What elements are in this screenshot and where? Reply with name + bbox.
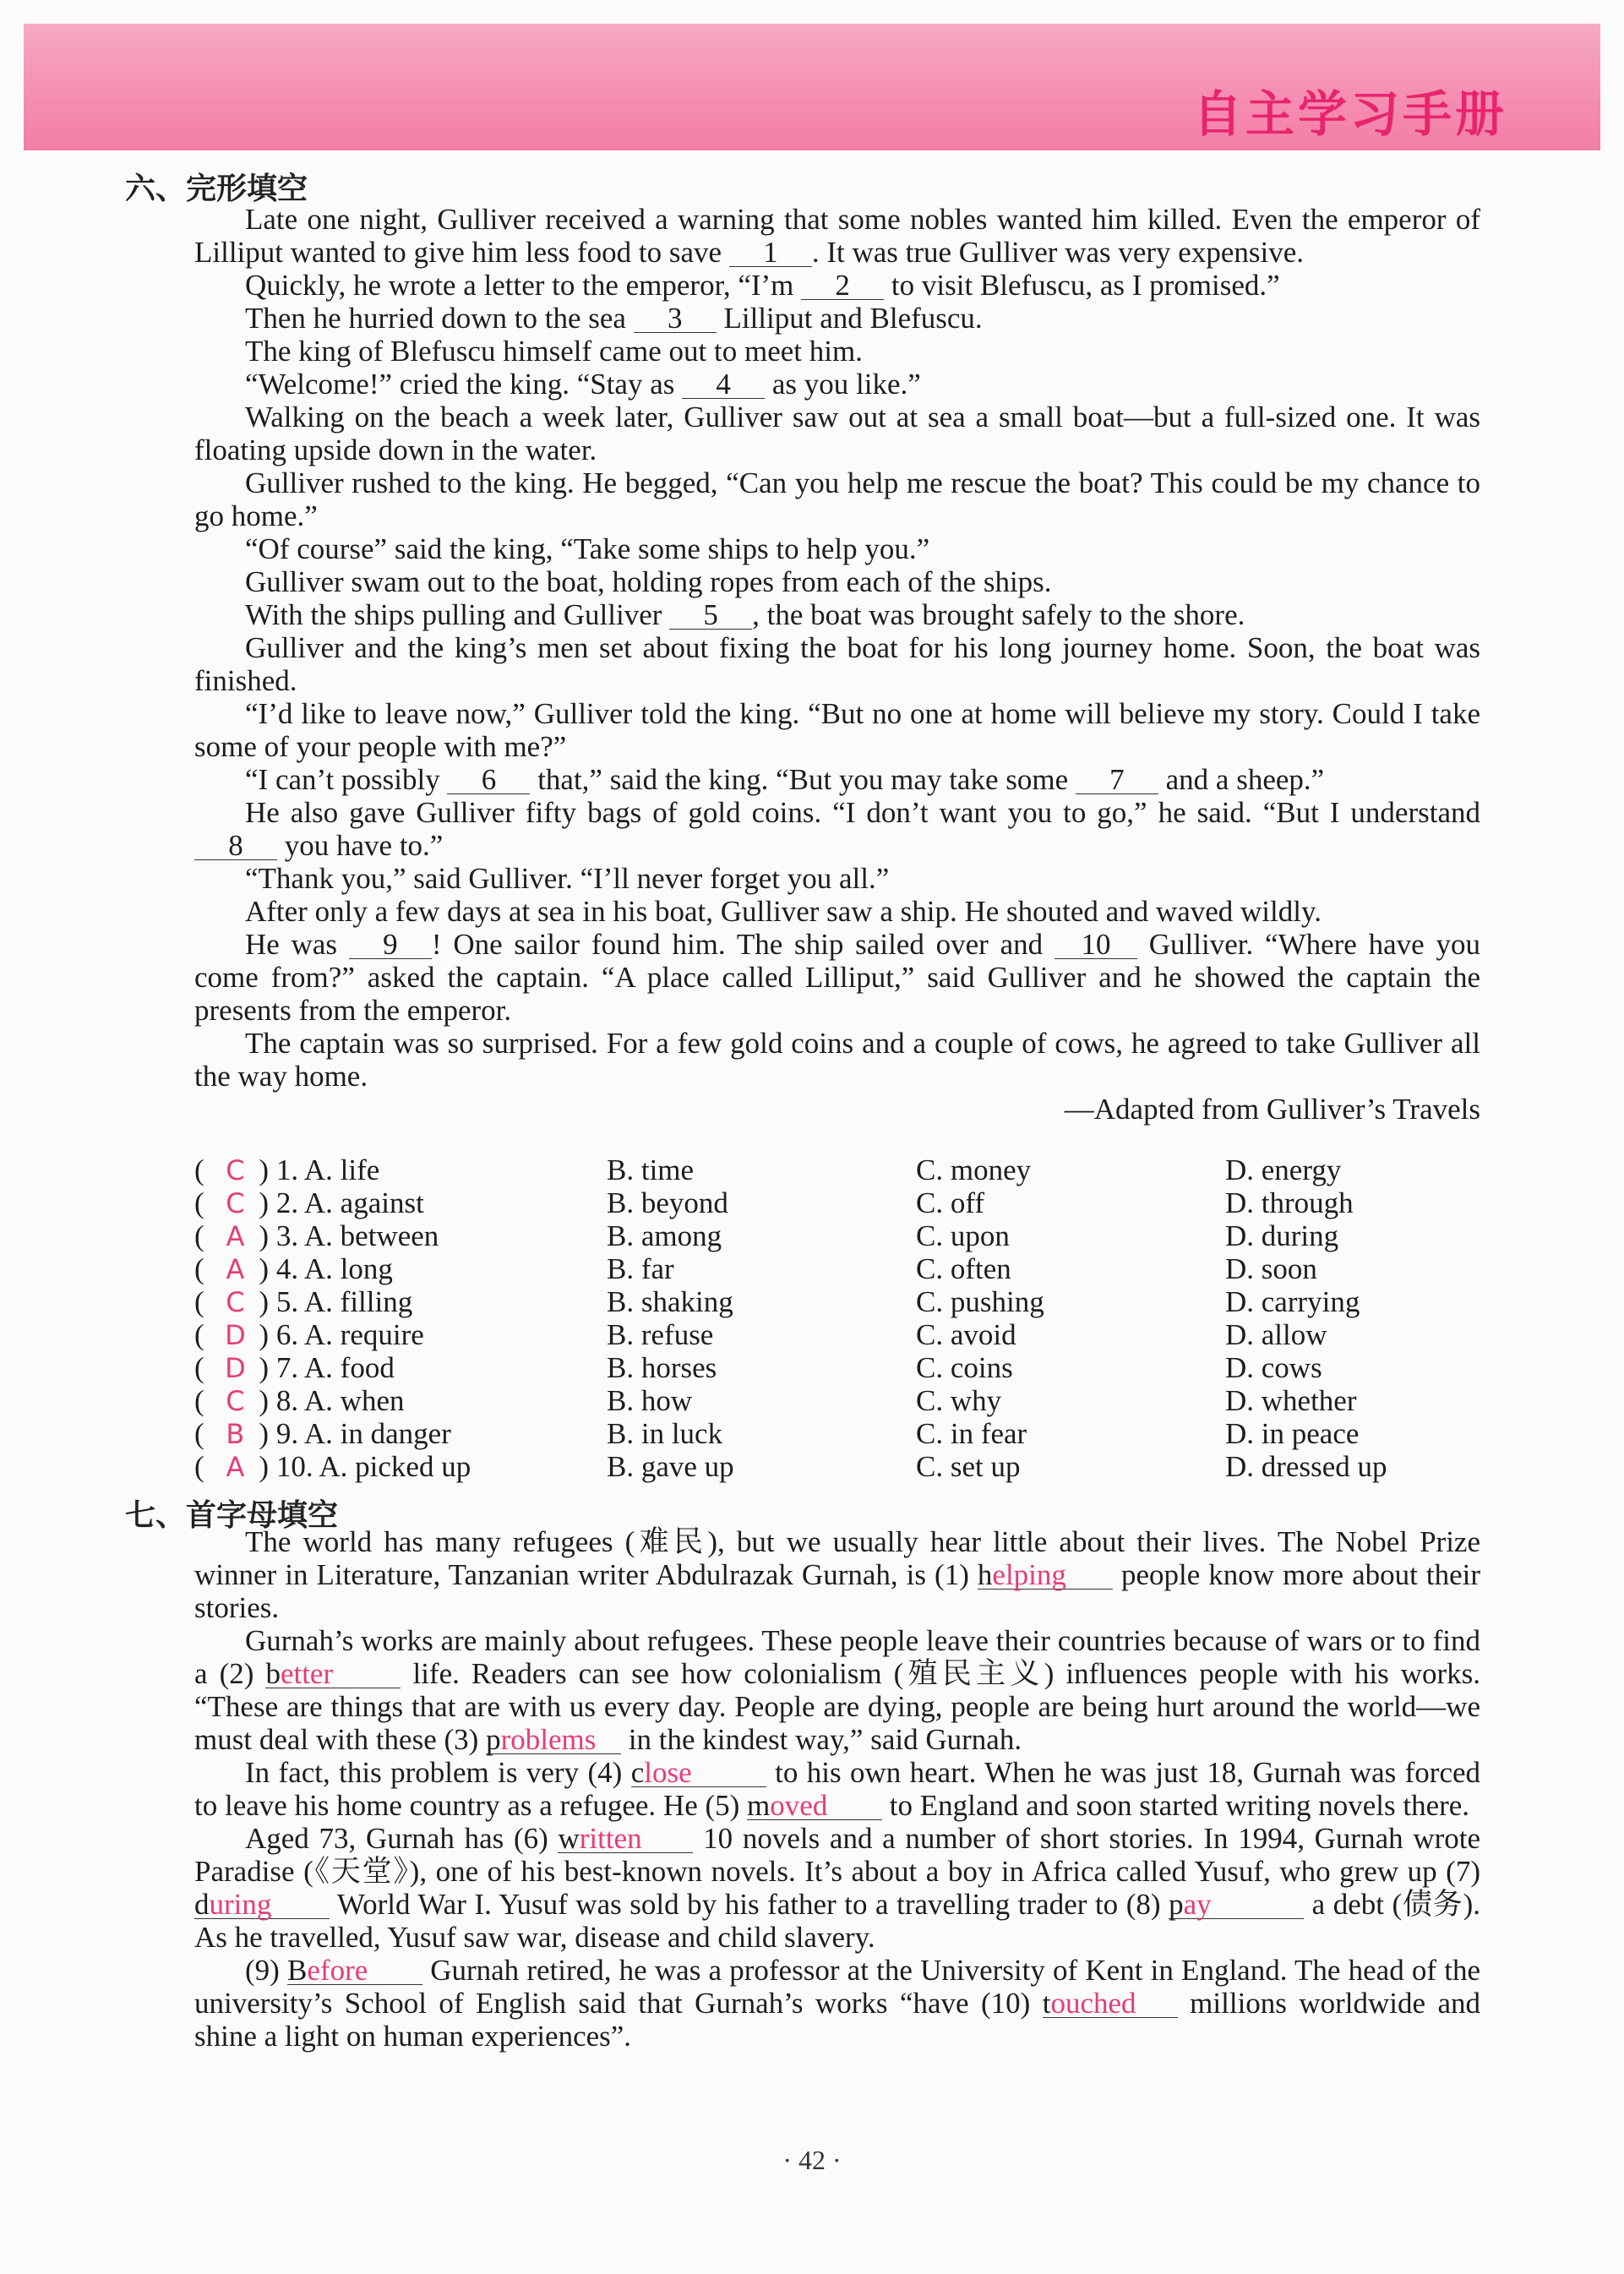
answer-1: helping — [978, 1562, 1113, 1590]
paragraph: “I’d like to leave now,” Gulliver told the king. “But no one at home will believe my story. Could I take some of your people with me?” — [194, 697, 1480, 763]
blank-4: 4 — [682, 371, 765, 399]
answer-5: moved — [747, 1792, 882, 1820]
paragraph: Gulliver rushed to the king. He begged, “Can you help me rescue the boat? This could be my chance to go home.” — [194, 466, 1480, 532]
initial-letter-passage — [194, 1525, 1480, 2053]
answer-mark: D — [225, 1319, 246, 1351]
question-row: ( A ) 4. A. long B. far C. often D. soon — [194, 1252, 1317, 1285]
option-c: C. why — [916, 1384, 1002, 1417]
page-header-band — [24, 24, 1600, 150]
option-b: B. time — [607, 1153, 695, 1186]
paragraph: The world has many refugees (难民), but we usually hear little about their lives. The Nobel Prize winner in Literature, Tanzanian writer Abdulrazak Gurnah, is (1) helping people know more about their stories. — [194, 1525, 1481, 1624]
blank-7: 7 — [1076, 766, 1158, 794]
header-title: 自主学习手册 — [1192, 85, 1507, 143]
paragraph: He was 9 ! One sailor found him. The ship sailed over and 10 Gulliver. “Where have you come from?” asked the captain. “A place called Lilliput,” said Gulliver and he showed the captain the presents from the emperor. — [194, 928, 1481, 1027]
blank-6: 6 — [447, 766, 530, 794]
option-b: B. refuse — [607, 1318, 714, 1351]
question-row: ( B ) 9. A. in danger B. in luck C. in fear D. in peace — [194, 1417, 1360, 1450]
answer-mark: C — [226, 1385, 245, 1417]
answer-mark: C — [226, 1286, 245, 1318]
option-c: C. upon — [916, 1219, 1010, 1252]
paragraph: Aged 73, Gurnah has (6) written 10 novels and a number of short stories. In 1994, Gurnah wrote Paradise (《天堂》), one of his best-known novels. It’s about a boy in Africa called Yusuf, who grew up (7) during World War I. Yusuf was sold by his father to a travelling trader to (8) pay a debt (债务). As he travelled, Yusuf saw war, disease and child slavery. — [194, 1822, 1481, 1954]
paragraph: Walking on the beach a week later, Gulliver saw out at sea a small boat—but a full-sized one. It was floating upside down in the water. — [194, 401, 1480, 466]
blank-8: 8 — [194, 832, 277, 860]
paragraph: “Welcome!” cried the king. “Stay as 4 as you like.” — [245, 368, 921, 401]
option-c: C. off — [916, 1186, 985, 1219]
question-row: ( C ) 8. A. when B. how C. why D. whether — [194, 1384, 1357, 1417]
cloze-passage — [194, 203, 1480, 1126]
paragraph: After only a few days at sea in his boat, Gulliver saw a ship. He shouted and waved wildly. — [245, 895, 1322, 928]
answer-3: problems — [486, 1726, 621, 1754]
option-d: D. carrying — [1225, 1285, 1360, 1318]
option-c: C. avoid — [916, 1318, 1016, 1351]
paragraph: In fact, this problem is very (4) close to his own heart. When he was just 18, Gurnah was forced to leave his home country as a refugee. He (5) moved to England and soon started writing novels there. — [194, 1756, 1481, 1822]
option-b: B. among — [607, 1219, 722, 1252]
question-row: ( C ) 5. A. filling B. shaking C. pushing D. carrying — [194, 1285, 1360, 1318]
answer-mark: A — [226, 1451, 245, 1483]
page-number: · 42 · — [782, 2145, 842, 2175]
option-d: D. cows — [1225, 1351, 1322, 1384]
paragraph: The captain was so surprised. For a few gold coins and a couple of cows, he agreed to take Gulliver all the way home. — [194, 1027, 1480, 1093]
option-c: C. money — [916, 1153, 1032, 1186]
answer-mark: C — [226, 1187, 245, 1219]
option-b: B. horses — [607, 1351, 717, 1384]
paragraph: The king of Blefuscu himself came out to meet him. — [245, 335, 863, 368]
blank-9: 9 — [349, 931, 432, 959]
answer-mark: D — [225, 1352, 246, 1384]
answer-6: written — [558, 1825, 693, 1853]
option-c: C. often — [916, 1252, 1011, 1285]
paragraph: Gulliver swam out to the boat, holding ropes from each of the ships. — [245, 565, 1052, 598]
option-d: D. dressed up — [1225, 1450, 1387, 1483]
option-b: B. gave up — [607, 1450, 734, 1483]
option-c: C. in fear — [916, 1417, 1027, 1450]
answer-2: better — [265, 1661, 401, 1688]
option-c: C. pushing — [916, 1285, 1044, 1318]
section-6-heading: 六、完形填空 — [125, 172, 308, 206]
answer-4: close — [631, 1759, 766, 1787]
answer-9: Before — [287, 1957, 422, 1985]
answer-mark: A — [226, 1220, 245, 1252]
question-row: ( C ) 1. A. life B. time C. money D. energy — [194, 1153, 1342, 1186]
blank-2: 2 — [801, 272, 884, 300]
paragraph: With the ships pulling and Gulliver 5 , the boat was brought safely to the shore. — [245, 598, 1245, 631]
blank-5: 5 — [669, 602, 752, 630]
paragraph: “I can’t possibly 6 that,” said the king. “But you may take some 7 and a sheep.” — [245, 763, 1325, 796]
option-d: D. through — [1225, 1186, 1354, 1219]
option-b: B. far — [607, 1252, 674, 1285]
question-row: ( A ) 10. A. picked up B. gave up C. set up D. dressed up — [194, 1450, 1387, 1483]
paragraph: (9) Before Gurnah retired, he was a professor at the University of Kent in England. The head of the university’s School of English said that Gurnah’s works “have (10) touched millions worldwide and shine a light on human experiences”. — [194, 1954, 1481, 2053]
option-c: C. set up — [916, 1450, 1021, 1483]
blank-1: 1 — [729, 239, 812, 267]
option-d: D. soon — [1225, 1252, 1317, 1285]
option-d: D. whether — [1225, 1384, 1357, 1417]
answer-mark: A — [226, 1253, 245, 1285]
answer-mark: B — [226, 1418, 245, 1450]
paragraph: Late one night, Gulliver received a warning that some nobles wanted him killed. Even the emperor of Lilliput wanted to give him less food to save 1 . It was true Gulliver was very expensive. — [194, 203, 1480, 269]
option-d: D. during — [1225, 1219, 1339, 1252]
option-b: B. shaking — [607, 1285, 733, 1318]
paragraph: Then he hurried down to the sea 3 Lilliput and Blefuscu. — [245, 302, 983, 335]
blank-10: 10 — [1055, 931, 1137, 959]
option-d: D. allow — [1225, 1318, 1327, 1351]
paragraph: Gulliver and the king’s men set about fixing the boat for his long journey home. Soon, the boat was finished. — [194, 631, 1480, 697]
paragraph: Gurnah’s works are mainly about refugees. These people leave their countries because of wars or to find a (2) better life. Readers can see how colonialism (殖民主义) influences people with his works. “These are things that are with us every day. People are dying, people are being hurt around the world—we must deal with these (3) problems in the kindest way,” said Gurnah. — [194, 1624, 1481, 1756]
section-7-heading: 七、首字母填空 — [125, 1498, 339, 1533]
option-d: D. in peace — [1225, 1417, 1360, 1450]
paragraph: “Thank you,” said Gulliver. “I’ll never forget you all.” — [245, 862, 890, 895]
answer-7: during — [194, 1891, 330, 1919]
paragraph: Quickly, he wrote a letter to the emperor, “I’m 2 to visit Blefuscu, as I promised.” — [245, 269, 1280, 302]
option-b: B. beyond — [607, 1186, 728, 1219]
question-row: ( D ) 7. A. food B. horses C. coins D. cows — [194, 1351, 1322, 1384]
blank-3: 3 — [634, 305, 717, 333]
question-row: ( D ) 6. A. require B. refuse C. avoid D. allow — [194, 1318, 1327, 1351]
source-citation: —Adapted from Gulliver’s Travels — [1064, 1093, 1480, 1126]
option-b: B. how — [607, 1384, 693, 1417]
paragraph: “Of course” said the king, “Take some ships to help you.” — [245, 532, 930, 565]
answer-mark: C — [226, 1154, 245, 1186]
question-row: ( C ) 2. A. against B. beyond C. off D. through — [194, 1186, 1354, 1219]
option-c: C. coins — [916, 1351, 1013, 1384]
choice-list — [194, 1153, 1480, 1483]
answer-8: pay — [1169, 1891, 1304, 1919]
question-row: ( A ) 3. A. between B. among C. upon D. during — [194, 1219, 1339, 1252]
option-b: B. in luck — [607, 1417, 723, 1450]
option-d: D. energy — [1225, 1153, 1342, 1186]
paragraph: He also gave Gulliver fifty bags of gold coins. “I don’t want you to go,” he said. “But I understand 8 you have to.” — [194, 796, 1480, 862]
answer-10: touched — [1043, 1990, 1178, 2018]
